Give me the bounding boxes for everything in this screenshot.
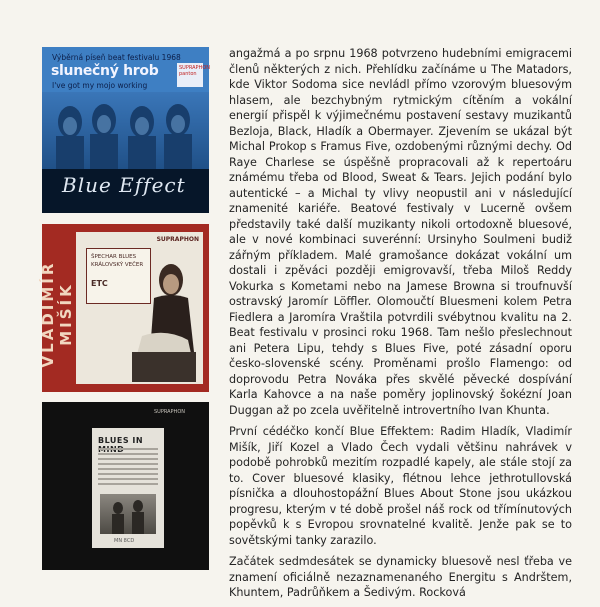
album-cover-misik: [39, 224, 209, 392]
cover-subtitle: I've got my mojo working: [52, 81, 148, 90]
cover-side-title: VLADIMÍR MIŠÍK: [39, 260, 75, 368]
cover-top-line: Výběrná píseň beat festivalu 1968: [52, 53, 181, 62]
box-line-2: KRÁLOVSKÝ VEČER: [91, 262, 144, 268]
box-line-3: ETC: [91, 279, 108, 288]
musicians-photo-icon: [100, 494, 156, 534]
record-label-logo: SUPRAPHON panton: [177, 63, 203, 87]
band-photo: [42, 92, 209, 172]
cover-side-strip: [39, 224, 76, 392]
band-silhouettes-icon: [42, 92, 209, 172]
record-label-logo: SUPRAPHON: [154, 409, 185, 415]
tracklist-lines: [98, 448, 158, 488]
tracklist-box: [86, 248, 151, 304]
cover-footer: MN 8CD: [114, 538, 135, 544]
cover-inner-panel: [92, 428, 164, 548]
paragraph: angažmá a po srpnu 1968 potvrzeno hudebními emigracemi členů některých z nich. Přehlídku začínáme u The Matadors, kde Viktor Sodoma sice nevládl přímo vzorovým bluesovým hlasem, ale bezchybným rytmickým cítěním a vokální energií přispěl k výjimečnému postavení sestavy muzikantů Bezloja, Black, Hladík a Obermayer. Zjevením se ukázal být Michal Prokop s Framus Five, ozdobenými různými dechy. Od Raye Charlese se úspěšně propracovali až k repertoáru známému třeba od Blood, Sweat & Tears. Jejich podání bylo autentické – a Michal ty vlivy neopustil ani v následující znamenité kariéře. Beatové festivaly v Lucerně ovšem představily také další muzikanty nikoli ortodoxně bluesové, ale v nové kombinaci suverénní: Ursinyho Soulmeni budiž zářným příkladem. Malé gramošance dokázat vokální um dostali i zpěváci později emigrovavší, třeba Miloš Reddy Vokurka s Kometami nebo na Jamese Browna si troufnuvší ostravský Jaromír Löffler. Olomoučtí Bluesmeni kolem Petra Fiedlera a Jaromíra Vraštila potvrdili svébytnou kvalitu na 2. Beat festivalu v prosinci roku 1968. Tam nešlo přeslechnout ani Petera Lipu, tehdy s Blues Five, poté zásadní oporu česko-slovenské scény. Proměnami prošlo Flamengo: od doprovodu Petra Nováka přes skvělé pěvecké dospívání Karla Kahovce a na naše poměry joplinovský šokézní Joan Duggan až po zcela uvěřitelně introvertního Ivan Khunta.: [229, 47, 572, 417]
article-text: [229, 46, 572, 607]
band-logo: Blue Effect: [62, 173, 186, 197]
album-cover-blues-in-mind: [42, 402, 209, 570]
record-label-logo: SUPRAPHON: [156, 236, 199, 243]
paragraph: Začátek sedmdesátek se dynamicky bluesově nesl ťřeba ve znamení oficiálně nezaznamenaného Energitu s Andrštem, Khuntem, Padrůňkem a Šedivým. Rocková: [229, 555, 572, 599]
album-cover-blue-effect: [42, 47, 209, 213]
box-line-1: ŠPECHAR BLUES: [91, 254, 137, 260]
cover-title: slunečný hrob: [51, 63, 159, 79]
paragraph: První cédéčko končí Blue Effektem: Radim Hladík, Vladimír Mišík, Jiří Kozel a Vlado Čech vydali většinu nahrávek v podobě pohrobků mezitím rozpadlé kapely, ale stále stojí za to. Cover bluesové klasiky, flétnou lehce jethrotullovská písnička a dlouhostopážní Blues About Stone jsou ukázkou progresu, kterým v té době prošel náš rock od třímínutových popěvků k s Evropou srovnatelné kvalitě. Jenže pak se to sovětskými tanky zarazilo.: [229, 425, 572, 547]
cover-photo: [100, 494, 156, 534]
cover-title: BLUES IN: [98, 436, 144, 445]
